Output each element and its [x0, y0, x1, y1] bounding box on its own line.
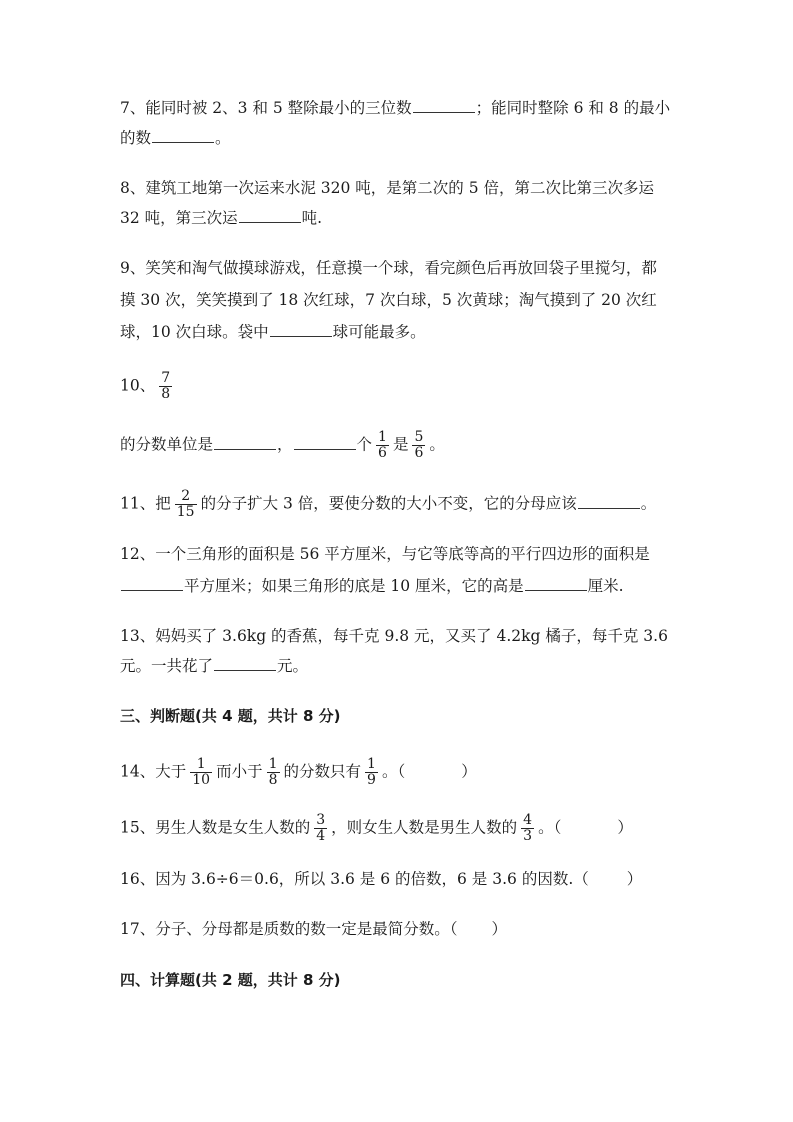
- q11-text: 。: [640, 494, 657, 513]
- answer-blank[interactable]: [214, 434, 276, 450]
- denominator: 10: [192, 772, 211, 788]
- q9-line3: [120, 321, 426, 343]
- q13-text: 元。一共花了: [120, 657, 214, 675]
- q12-line1: [120, 543, 650, 565]
- q17-line: [120, 918, 507, 940]
- denominator: 4: [316, 828, 326, 844]
- numerator: 1: [196, 756, 206, 772]
- section-heading: 三、判断题(共 4 题，共计 8 分): [120, 707, 341, 725]
- q7-text: 7、能同时被 2、3 和 5 整除最小的三位数: [120, 99, 412, 117]
- fraction: [159, 371, 172, 402]
- q10-text: 个: [356, 435, 373, 454]
- q11-text: 11、把: [120, 494, 171, 513]
- q17-text: 17、分子、分母都是质数的数一定是最简分数。（: [120, 920, 458, 938]
- denominator: 6: [414, 445, 424, 461]
- q16-line: [120, 868, 642, 890]
- q15-text: 。（: [538, 818, 562, 837]
- q9-text: 摸 30 次，笑笑摸到了 18 次红球，7 次白球，5 次黄球；淘气摸到了 20 次红: [120, 291, 657, 309]
- q14-text: 14、大于: [120, 762, 187, 781]
- q12-text: 12、一个三角形的面积是 56 平方厘米，与它等底等高的平行四边形的面积是: [120, 545, 650, 563]
- numerator: 1: [367, 756, 376, 772]
- q12-text: 厘米.: [587, 577, 624, 595]
- denominator: 9: [367, 772, 376, 788]
- q7-line1: [120, 97, 670, 119]
- numerator: 7: [161, 370, 171, 386]
- answer-blank[interactable]: [121, 575, 183, 591]
- q8-line2: [120, 207, 322, 229]
- fraction: [175, 489, 197, 520]
- q17-text: ）: [491, 920, 507, 938]
- q10-text: 。: [429, 435, 445, 454]
- numerator: 2: [181, 488, 191, 504]
- q14-line: [120, 757, 477, 788]
- q13-line2: [120, 655, 308, 677]
- answer-blank[interactable]: [270, 321, 332, 337]
- answer-blank[interactable]: [152, 127, 214, 143]
- fraction: [521, 813, 534, 844]
- q8-line1: [120, 177, 654, 199]
- answer-blank[interactable]: [578, 493, 640, 509]
- q9-line1: [120, 257, 657, 279]
- fraction: [267, 757, 280, 788]
- q9-text: 9、笑笑和淘气做摸球游戏，任意摸一个球，看完颜色后再放回袋子里搅匀，都: [120, 259, 657, 277]
- fraction: [365, 757, 378, 788]
- q13-line1: [120, 625, 668, 647]
- q15-line: [120, 813, 633, 844]
- q8-text: 8、建筑工地第一次运来水泥 320 吨，是第二次的 5 倍，第二次比第三次多运: [120, 179, 655, 197]
- numerator: 4: [523, 812, 533, 828]
- q7-text: ；能同时整除 6 和 8 的最小: [475, 99, 671, 117]
- numerator: 5: [414, 429, 424, 445]
- fraction: [314, 813, 327, 844]
- fraction: [376, 430, 389, 461]
- q7-text: 。: [215, 129, 231, 147]
- q7-line2: [120, 127, 231, 149]
- denominator: 8: [268, 772, 278, 788]
- numerator: 1: [378, 429, 387, 445]
- q10-text: 的分数单位是: [120, 435, 214, 454]
- q10-text: 是: [392, 435, 409, 454]
- q12-line2: [120, 575, 624, 597]
- q14-text: 。（: [381, 762, 406, 781]
- q12-text: 平方厘米；如果三角形的底是 10 厘米，它的高是: [184, 577, 524, 595]
- section-heading: 四、计算题(共 2 题，共计 8 分): [120, 971, 341, 989]
- answer-blank[interactable]: [525, 575, 587, 591]
- q10-line2: [120, 430, 445, 461]
- q9-text: 球可能最多。: [332, 323, 426, 341]
- answer-blank[interactable]: [294, 434, 356, 450]
- q14-text: 而小于: [216, 762, 263, 781]
- q16-text: ）: [626, 870, 643, 888]
- denominator: 3: [523, 828, 533, 844]
- numerator: 1: [268, 756, 278, 772]
- q14-text: 的分数只有: [283, 762, 362, 781]
- q9-line2: [120, 289, 657, 311]
- q10-number: 10、: [120, 376, 156, 395]
- q9-text: 球，10 次白球。袋中: [120, 323, 269, 341]
- fraction: [412, 430, 425, 461]
- denominator: 15: [176, 504, 195, 520]
- answer-blank[interactable]: [413, 97, 475, 113]
- numerator: 3: [316, 812, 326, 828]
- q15-text: ，则女生人数是男生人数的: [331, 818, 518, 837]
- answer-blank[interactable]: [214, 655, 276, 671]
- denominator: 6: [378, 445, 387, 461]
- q11-text: 的分子扩大 3 倍，要使分数的大小不变，它的分母应该: [200, 494, 577, 513]
- q10-text: ，: [277, 435, 293, 454]
- answer-blank[interactable]: [239, 207, 301, 223]
- q7-text: 的数: [120, 129, 152, 147]
- q16-text: 16、因为 3.6÷6＝0.6，所以 3.6 是 6 的倍数，6 是 3.6 的因数.（: [120, 870, 589, 888]
- q15-text: 15、男生人数是女生人数的: [120, 818, 311, 837]
- q11-line: [120, 489, 656, 520]
- fraction: [190, 757, 212, 788]
- denominator: 8: [161, 386, 171, 402]
- q14-text: ）: [461, 762, 477, 781]
- q15-text: ）: [617, 818, 633, 837]
- q13-text: 13、妈妈买了 3.6kg 的香蕉，每千克 9.8 元，又买了 4.2kg 橘子，每千克 3.6: [120, 627, 668, 645]
- q8-text: 吨.: [301, 209, 323, 227]
- q10-line1: [120, 371, 176, 402]
- q8-text: 32 吨，第三次运: [120, 209, 238, 227]
- q13-text: 元。: [277, 657, 309, 675]
